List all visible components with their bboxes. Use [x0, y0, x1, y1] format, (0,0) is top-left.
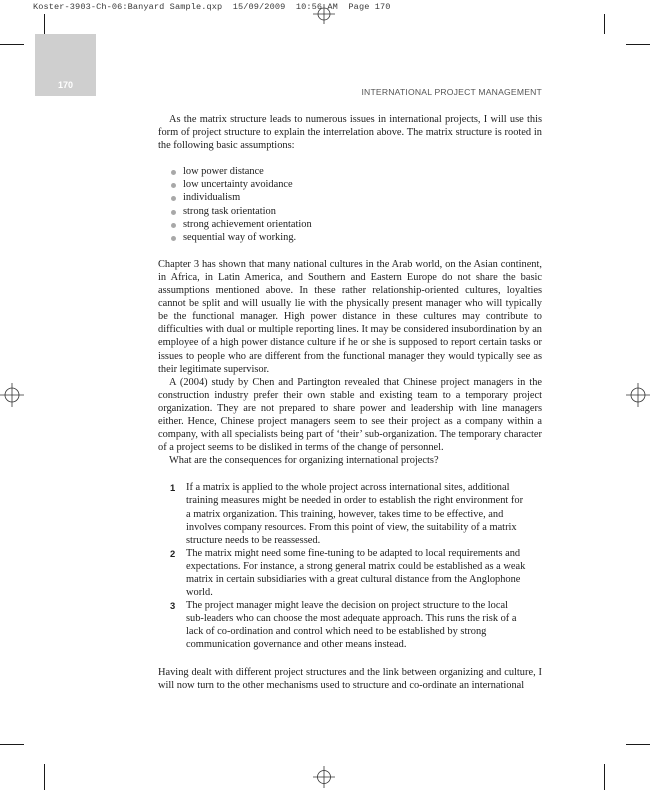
- closing-paragraph: Having dealt with different project structures and the link between organizing and culture, I will now turn to the other mechanisms used to structure and co-ordinate an international: [158, 666, 542, 691]
- crop-mark: [626, 744, 650, 745]
- crop-mark: [604, 764, 605, 790]
- page-number-tab: [35, 34, 96, 96]
- paragraph: A (2004) study by Chen and Partington revealed that Chinese project managers in the construction industry prefer their own stable and existing team to a temporary project organization. They are not prepared to share power and leadership with line managers either. Hence, Chinese project managers seem to see their project as a company within a company, with all specialists being part of ‘their’ sub-organization. The temporary character of a project seems to be disliked in terms of the change of personnel.: [158, 376, 542, 454]
- running-head: INTERNATIONAL PROJECT MANAGEMENT: [361, 87, 542, 97]
- registration-mark-right: [626, 383, 650, 407]
- page-number: 170: [57, 80, 74, 90]
- list-number: 2: [170, 547, 176, 559]
- print-slug: Koster-3903-Ch-06:Banyard Sample.qxp 15/09/2009 10:56 AM Page 170: [33, 2, 391, 12]
- crop-mark: [626, 44, 650, 45]
- list-item: sequential way of working.: [170, 231, 542, 244]
- list-item: strong achievement orientation: [170, 218, 542, 231]
- list-item: individualism: [170, 191, 542, 204]
- registration-mark-bottom: [313, 766, 335, 788]
- paragraph: Chapter 3 has shown that many national cultures in the Arab world, on the Asian continent, in Africa, in Latin America, and Southern and Eastern Europe do not share the basic assumptions mentioned above. In these rather relationship-oriented cultures, loyalties cannot be split and will usually lie with the physically present manager who will typically be the functional manager. High power distance in these cultures may contribute to difficulties with dual or multiple reporting lines. It may be considered insubordination by an employee of a high power distance culture if he or she is supposed to report certain tasks or issues to people who are different from the functional manager they would typically see as their legitimate supervisor.: [158, 258, 542, 375]
- crop-mark: [604, 14, 605, 34]
- registration-mark-left: [0, 383, 24, 407]
- list-item-text: The matrix might need some fine-tuning to be adapted to local requirements and expectations. For instance, a strong general matrix could be established as a weak matrix in certain subsidiaries with a great cultural distance from the Anglophone world.: [186, 547, 526, 599]
- crop-mark: [44, 14, 45, 34]
- list-item: [170, 599, 542, 651]
- list-number: 3: [170, 600, 176, 612]
- body-text: [158, 113, 542, 692]
- list-number: 1: [170, 482, 176, 494]
- crop-mark: [0, 44, 24, 45]
- list-item: [170, 547, 542, 599]
- list-item: low uncertainty avoidance: [170, 178, 542, 191]
- assumptions-list: [158, 165, 542, 244]
- crop-mark: [44, 764, 45, 790]
- registration-mark-top: [313, 4, 335, 24]
- intro-paragraph: As the matrix structure leads to numerous issues in international projects, I will use this form of project structure to explain the interrelation above. The matrix structure is rooted in the following basic assumptions:: [158, 114, 542, 152]
- list-item-text: The project manager might leave the decision on project structure to the local sub-leaders who can choose the most adequate approach. This runs the risk of a lack of co-ordination and control which need to be established by strong communication governance and other means instead.: [186, 600, 517, 651]
- list-item-text: If a matrix is applied to the whole project across international sites, additional training measures might be needed in order to establish the right environment for a matrix organization. This training, however, takes time to be effective, and involves company resources. From this point of view, the suitability of a matrix structure needs to be reassessed.: [186, 482, 524, 546]
- list-item: [170, 481, 542, 546]
- list-item: strong task orientation: [170, 205, 542, 218]
- list-item: low power distance: [170, 165, 542, 178]
- crop-mark: [0, 744, 24, 745]
- consequences-list: [158, 481, 542, 651]
- paragraph: What are the consequences for organizing international projects?: [169, 455, 439, 467]
